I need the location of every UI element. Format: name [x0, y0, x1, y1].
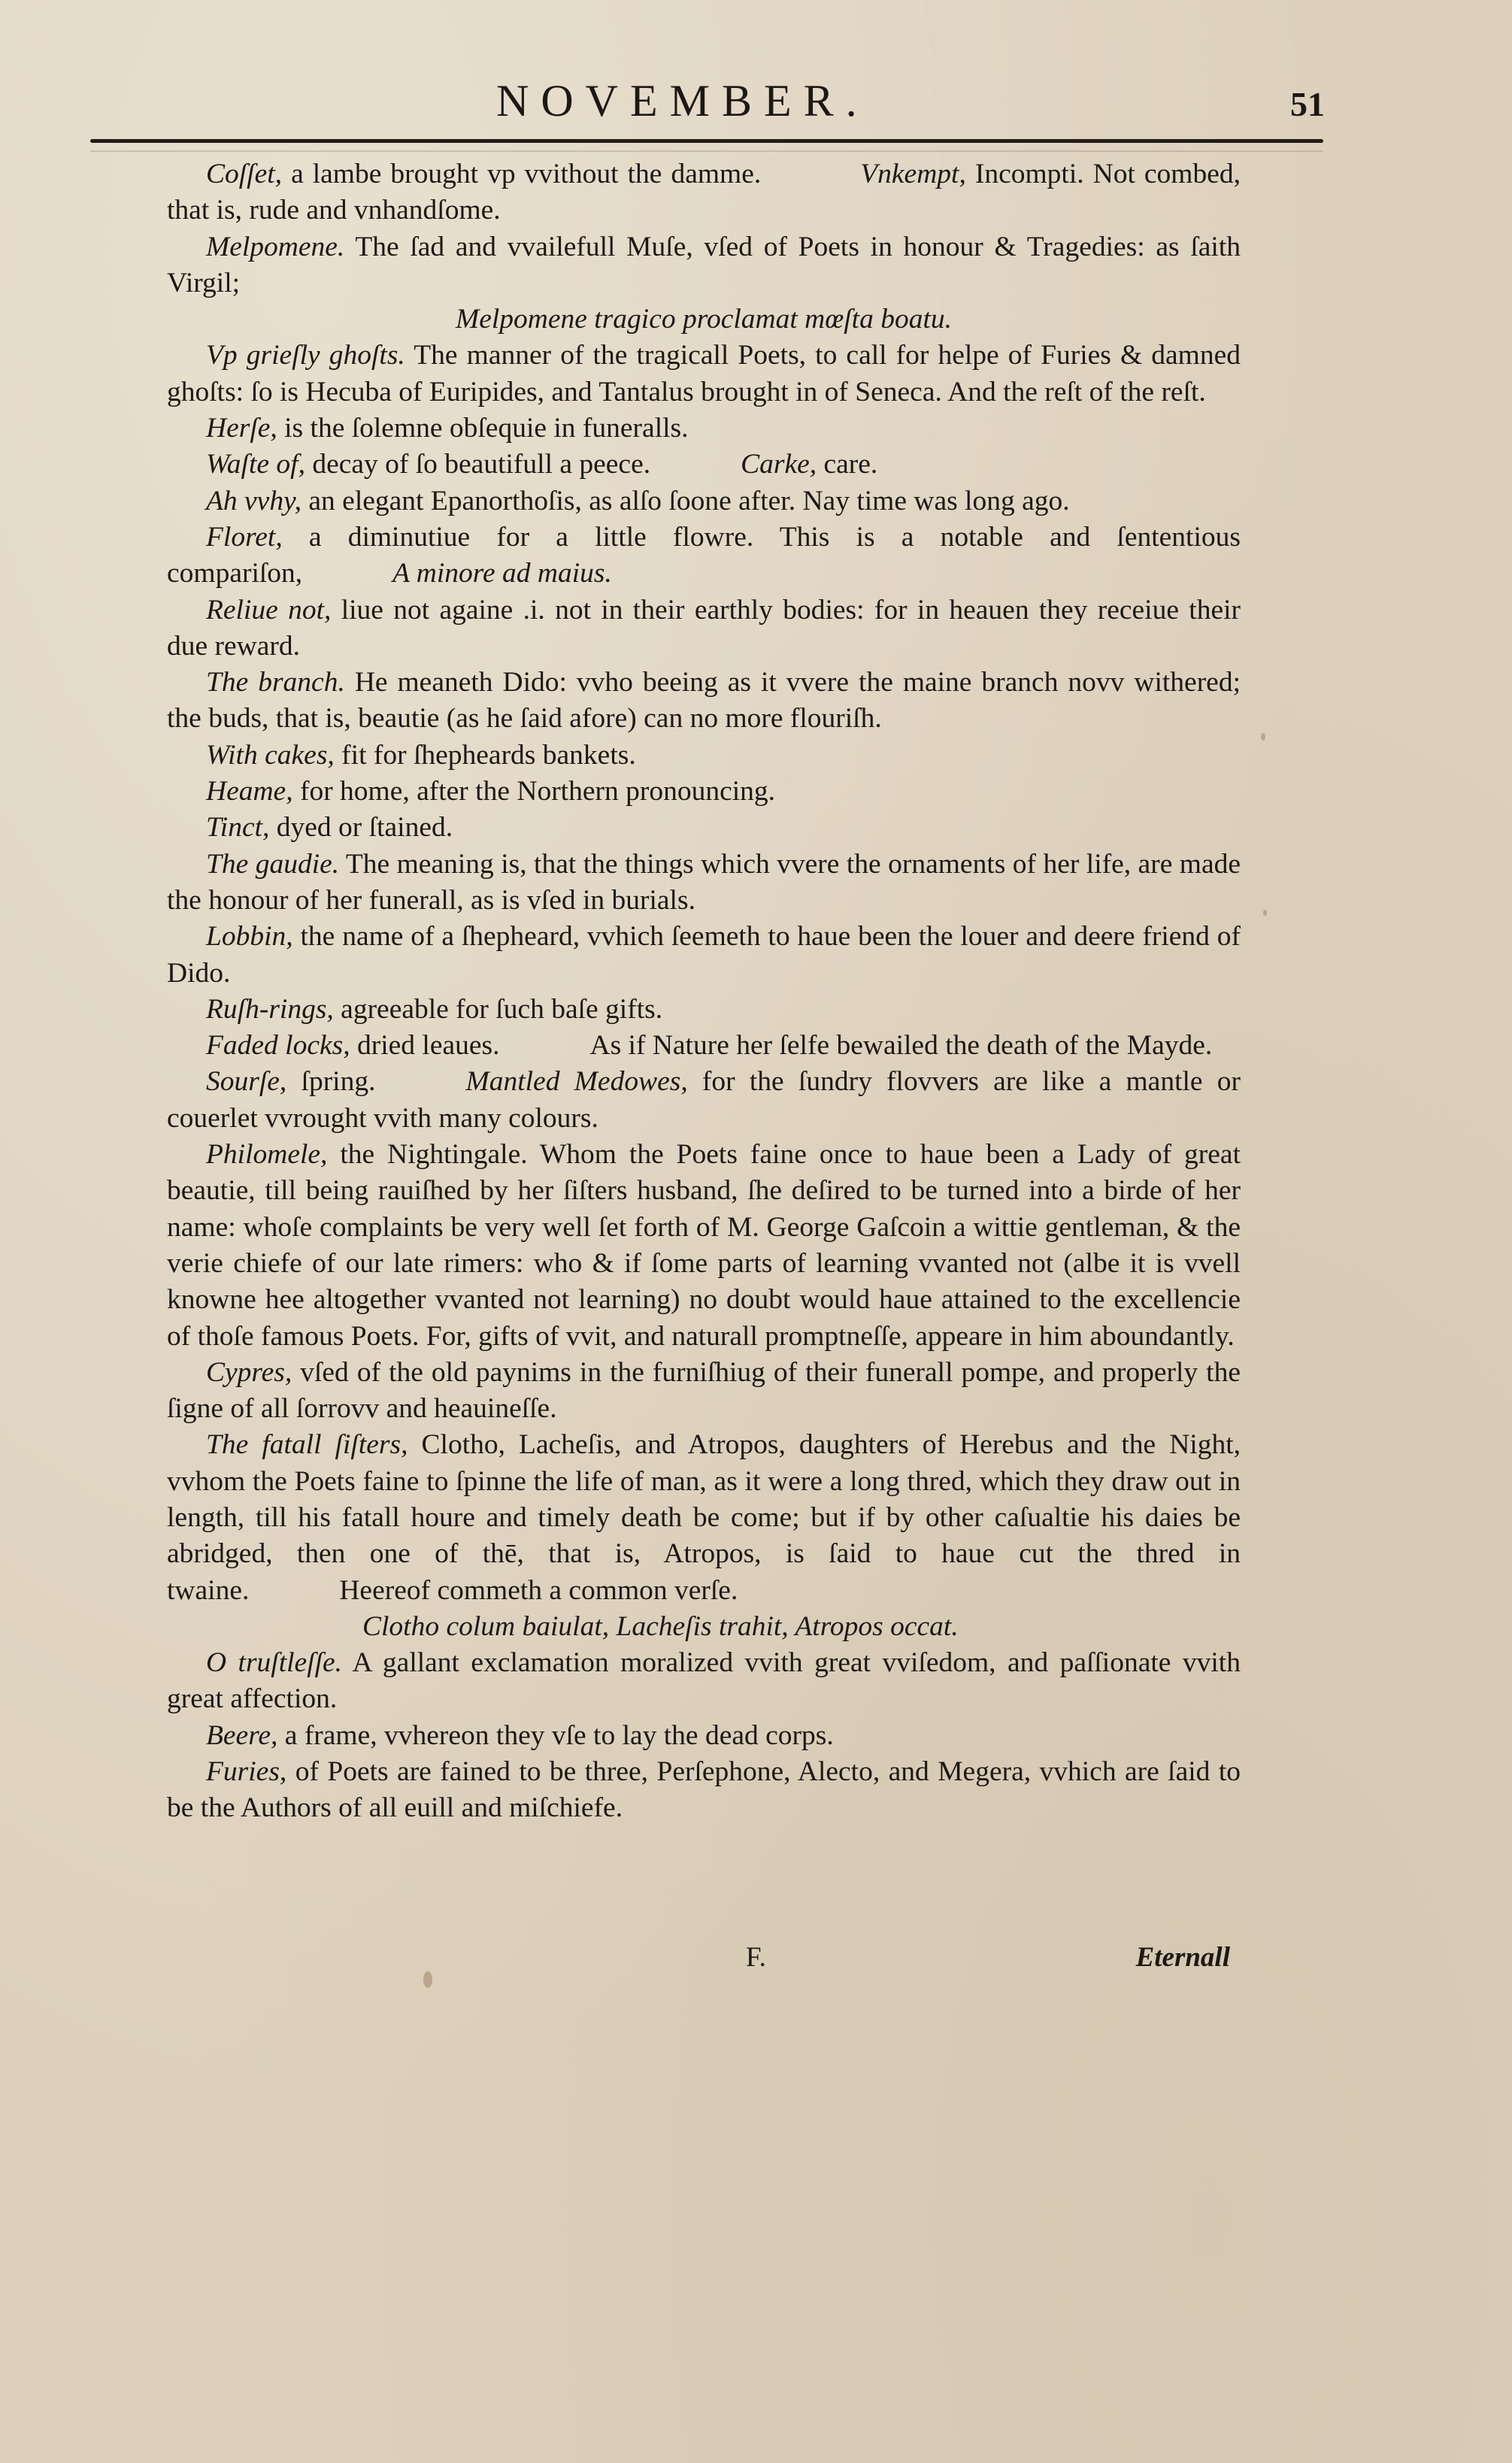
gloss-entry	[167, 447, 1241, 483]
lemma: The fatall ſiſters,	[206, 1429, 408, 1461]
paper-spot	[1261, 733, 1265, 741]
header-rule	[90, 139, 1323, 143]
gloss-entry	[167, 1754, 1241, 1827]
gloss-entry	[167, 483, 1241, 520]
lemma: With cakes,	[206, 739, 335, 771]
gloss-text: ſpring.	[286, 1066, 376, 1098]
lemma: Philomele,	[206, 1139, 328, 1171]
lemma: Carke,	[741, 449, 817, 480]
gloss-entry	[167, 992, 1241, 1028]
gloss-entry	[167, 738, 1241, 774]
page-footer	[167, 1941, 1241, 1979]
gloss-entry	[167, 919, 1241, 992]
gloss-text: He meaneth Dido: vvho beeing as it vvere the maine branch novv withered; the buds, that is, beautie (as he ſaid afore) can no more flouriſh.	[167, 667, 1241, 735]
gloss-text: As if Nature her ſelfe bewailed the death of the Mayde.	[589, 1030, 1213, 1062]
lemma: Reliue not,	[206, 594, 332, 626]
gloss-entry	[167, 592, 1241, 665]
signature-mark: F.	[746, 1942, 766, 1973]
gloss-entry	[167, 338, 1241, 410]
gloss-text: is the ſolemne obſequie in funeralls.	[277, 413, 689, 444]
gloss-list	[167, 338, 1241, 1608]
gloss-text: the Nightingale. Whom the Poets faine once to haue been a Lady of great beautie, till being rauiſhed by her ſiſters husband, ſhe deſired to be turned into a birde of her name: whoſe complaints be very well ſet forth of M. George Gaſcoin a wittie gentleman, & the verie chiefe of our late rimers: who & if ſome parts of learning vvanted not (albe it is vvell knowne hee altogether vvanted not learning) no doubt would haue attained to the excellencie of thoſe famous Poets. For, gifts of vvit, and naturall promptneſſe, appeare in him aboundantly.	[167, 1139, 1241, 1352]
gloss-text: an elegant Epanorthoſis, as alſo ſoone after. Nay time was long ago.	[301, 485, 1070, 517]
gloss-text: liue not againe .i. not in their earthly bodies: for in heauen they receiue their due reward.	[167, 594, 1241, 662]
gloss-entry	[167, 1718, 1241, 1754]
gloss-entry	[167, 1355, 1241, 1428]
lemma: The branch.	[206, 667, 345, 698]
gloss-entry	[167, 665, 1241, 738]
lemma: Sourſe,	[206, 1066, 287, 1098]
gloss-text: a lambe brought vp vvithout the damme.	[282, 159, 762, 189]
gloss-text: fit for ſhepheards bankets.	[334, 739, 636, 771]
lemma: Coſſet,	[206, 159, 283, 189]
gloss-entry	[167, 1064, 1241, 1137]
page-header	[90, 68, 1323, 135]
gloss-entry	[167, 774, 1241, 810]
gloss-text: for the ſundry flovvers are like a mantle or couerlet vvrought vvith many colours.	[167, 1066, 1241, 1134]
gloss-list	[167, 1645, 1241, 1826]
gloss-entry	[167, 156, 1241, 229]
lemma: Beere,	[206, 1719, 278, 1751]
body-text	[167, 156, 1241, 1827]
gloss-text: Clotho, Lacheſis, and Atropos, daughters of Herebus and the Night, vvhom the Poets faine to ſpinne the life of man, as it were a long thred, which they draw out in length, till his fatall houre and timely death be come; but if by other caſualtie his daies be abridged, then one of thē, that is, Atropos, is ſaid to haue cut the thred in twaine.	[167, 1429, 1241, 1606]
gloss-text: a frame, vvhereon they vſe to lay the dead corps.	[277, 1719, 834, 1751]
lemma: Floret,	[206, 521, 283, 553]
gloss-text: The manner of the tragicall Poets, to call for helpe of Furies & damned ghoſts: ſo is Hecuba of Euripides, and Tantalus brought in of Seneca. And the reſt of the reſt.	[167, 340, 1241, 407]
gloss-text: the name of a ſhepheard, vvhich ſeemeth to haue been the louer and deere friend of Dido.	[167, 921, 1241, 989]
lemma: O truſtleſſe.	[206, 1647, 343, 1679]
lemma: Heame,	[206, 776, 293, 807]
gloss-text: dried leaues.	[350, 1030, 500, 1062]
paper-spot	[1263, 910, 1267, 916]
gloss-text: A gallant exclamation moralized vvith great vviſedom, and paſſionate vvith great affection.	[167, 1647, 1241, 1715]
paper-spot	[423, 1971, 432, 1988]
gloss-entry	[167, 410, 1241, 447]
lemma: Furies,	[206, 1756, 287, 1788]
gloss-text: dyed or ſtained.	[269, 812, 453, 844]
gloss-text: Incompti. Not combed, that is, rude and vnhandſome.	[167, 159, 1241, 226]
lemma: Vnkempt,	[860, 159, 966, 189]
lemma: Ah vvhy,	[206, 485, 302, 517]
lemma: A minore ad maius.	[392, 558, 612, 589]
catchword: Eternall	[1135, 1942, 1230, 1973]
lemma: Tinct,	[206, 812, 270, 844]
gloss-entry	[167, 229, 1241, 302]
lemma: Waſte of,	[206, 449, 305, 480]
running-title: NOVEMBER.	[496, 76, 869, 126]
gloss-text: The ſad and vvailefull Muſe, vſed of Poets in honour & Tragedies: as ſaith Virgil;	[167, 231, 1241, 298]
gloss-entry	[167, 520, 1241, 592]
gloss-entry	[167, 1028, 1241, 1064]
lemma: Faded locks,	[206, 1030, 350, 1062]
gloss-text: vſed of the old paynims in the furniſhiug of their funerall pompe, and properly the ſigne of all ſorrovv and heauineſſe.	[167, 1356, 1241, 1425]
lemma: Cypres,	[206, 1356, 292, 1388]
gloss-text: care.	[817, 449, 878, 480]
lemma: Vp grieſly ghoſts.	[206, 340, 405, 371]
lemma: Mantled Medowes,	[465, 1066, 688, 1098]
gloss-text: Heereof commeth a common verſe.	[339, 1574, 738, 1606]
page-number: 51	[1290, 85, 1325, 123]
gloss-entry	[167, 847, 1241, 919]
lemma: Herſe,	[206, 413, 277, 444]
gloss-text: of Poets are fained to be three, Perſephone, Alecto, and Megera, vvhich are ſaid to be the Authors of all euill and miſchiefe.	[167, 1756, 1241, 1824]
latin-quotation: Melpomene tragico proclamat mœſta boatu.	[456, 304, 952, 335]
gloss-text: The meaning is, that the things which vvere the ornaments of her life, are made the honour of her funerall, as is vſed in burials.	[167, 848, 1241, 916]
lemma: The gaudie.	[206, 848, 340, 880]
gloss-text: for home, after the Northern pronouncing.	[292, 776, 776, 807]
gloss-entry	[167, 1645, 1241, 1718]
gloss-text: a diminutiue for a little flowre. This is a notable and ſententious compariſon,	[167, 521, 1241, 589]
lemma: Ruſh-rings,	[206, 993, 334, 1025]
header-rule-shadow	[90, 150, 1323, 152]
gloss-text: decay of ſo beautifull a peece.	[305, 449, 651, 480]
lemma: Lobbin,	[206, 921, 293, 953]
gloss-entry	[167, 1427, 1241, 1608]
latin-quotation: Clotho colum baiulat, Lacheſis trahit, Atropos occat.	[362, 1610, 959, 1642]
gloss-text: agreeable for ſuch baſe gifts.	[333, 993, 663, 1025]
gloss-entry	[167, 810, 1241, 846]
gloss-entry	[167, 1137, 1241, 1355]
lemma: Melpomene.	[206, 231, 345, 262]
